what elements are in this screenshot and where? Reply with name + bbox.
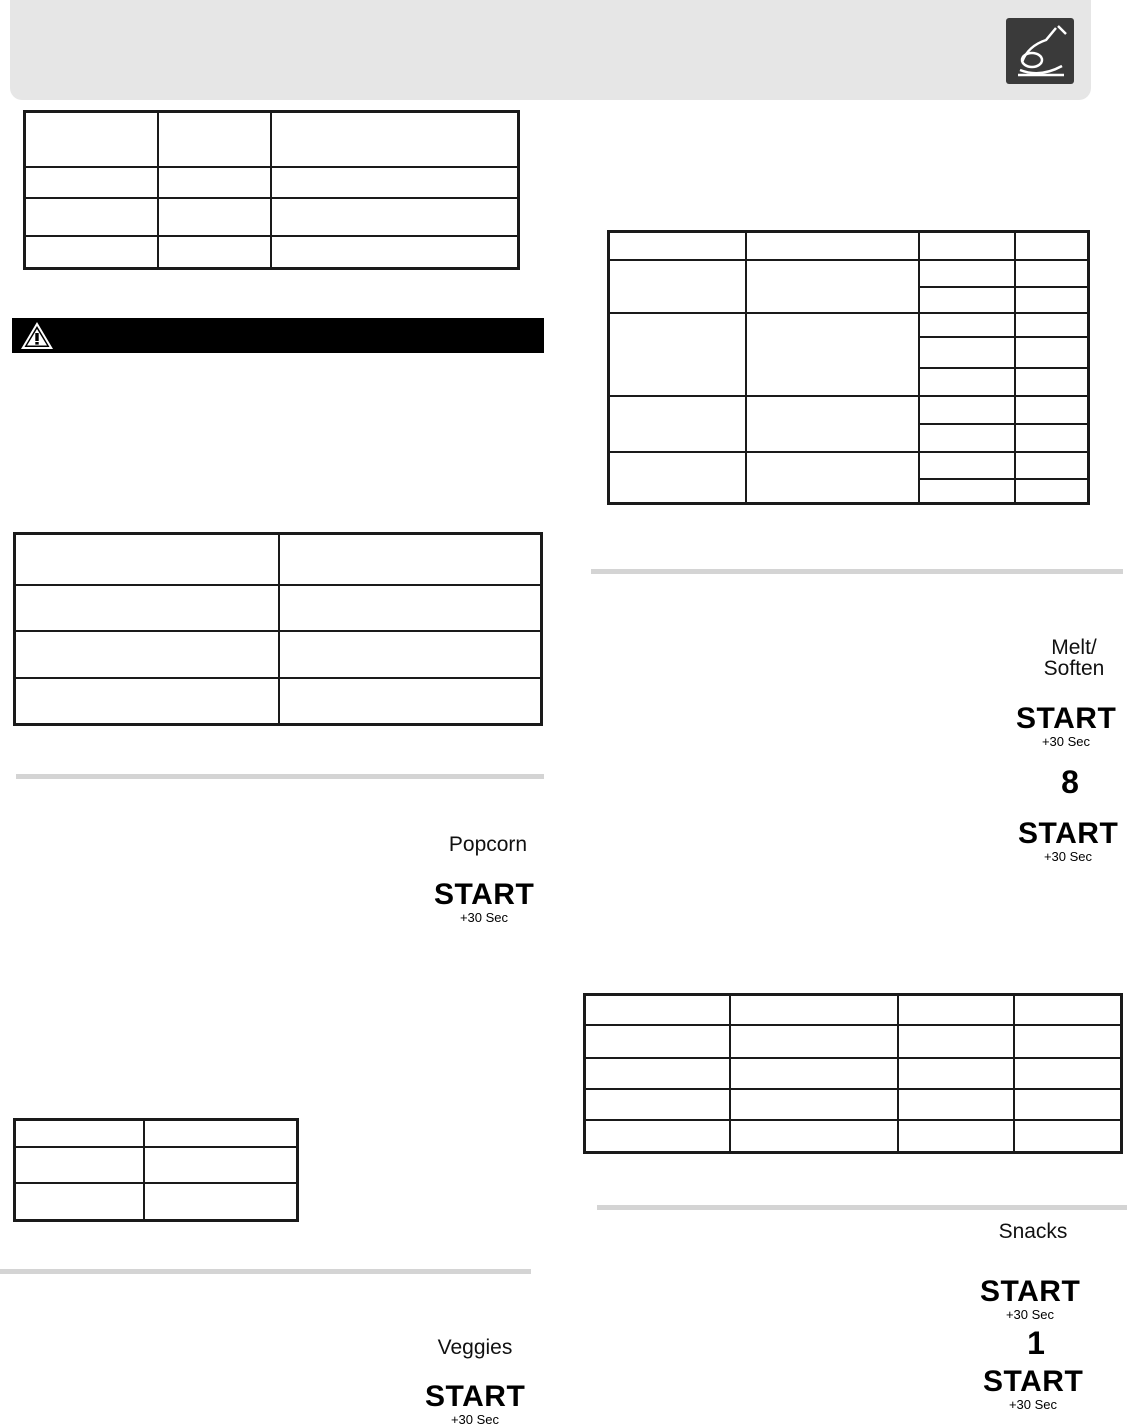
start-label: START: [425, 1380, 526, 1413]
start-label: START: [983, 1365, 1084, 1398]
start-sub-label: +30 Sec: [1043, 849, 1093, 864]
melt-soften-button-label: [1028, 637, 1120, 679]
start-sub-label: +30 Sec: [450, 1412, 500, 1427]
warning-triangle-icon: [20, 321, 54, 350]
start-label: START: [980, 1275, 1081, 1308]
section-divider-veggies: [0, 1269, 531, 1274]
start-sub-label: +30 Sec: [459, 910, 509, 925]
veggies-button-label: Veggies: [437, 1336, 513, 1359]
melt-digit-button: 8: [1061, 764, 1079, 800]
food-plate-icon: [1006, 18, 1074, 84]
table-top-left: [23, 110, 520, 270]
popcorn-button-label: Popcorn: [448, 833, 528, 856]
start-label: START: [434, 878, 535, 911]
warning-bar: [12, 318, 544, 353]
table-melt: [583, 993, 1123, 1154]
melt-label-line2: Soften: [1043, 657, 1105, 680]
section-divider-melt: [591, 569, 1123, 574]
table-top-right: [607, 230, 1090, 505]
header-band: [10, 0, 1091, 100]
snacks-start-button-2: [983, 1367, 1083, 1412]
table-middle-left: [13, 532, 543, 726]
snacks-start-button-1: [980, 1277, 1080, 1322]
section-divider-snacks: [597, 1205, 1127, 1210]
snacks-digit-button: 1: [1027, 1325, 1045, 1361]
melt-start-button-2: [1018, 819, 1118, 864]
start-label: START: [1018, 817, 1119, 850]
start-sub-label: +30 Sec: [1041, 734, 1091, 749]
table-popcorn: [13, 1118, 299, 1222]
start-sub-label: +30 Sec: [1005, 1307, 1055, 1322]
veggies-start-button: [425, 1382, 525, 1427]
melt-label-line1: Melt/: [1051, 636, 1097, 659]
popcorn-start-button: [434, 880, 534, 925]
start-label: START: [1016, 702, 1117, 735]
melt-start-button-1: [1016, 704, 1116, 749]
start-sub-label: +30 Sec: [1008, 1397, 1058, 1412]
section-divider-popcorn: [16, 774, 544, 779]
snacks-button-label: Snacks: [998, 1220, 1068, 1243]
